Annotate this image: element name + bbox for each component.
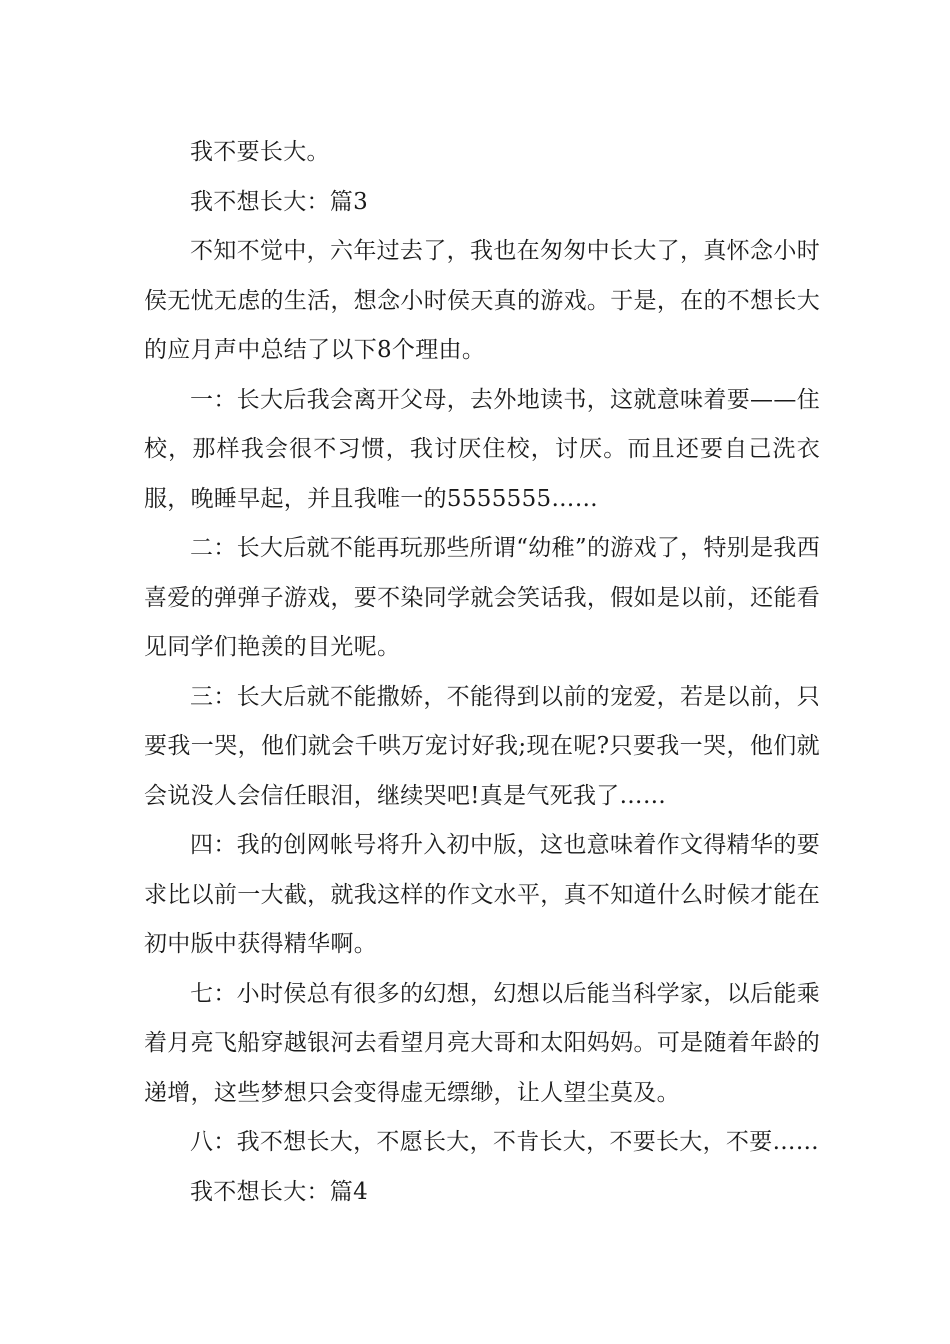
paragraph: 七：小时侯总有很多的幻想，幻想以后能当科学家，以后能乘着月亮飞船穿越银河去看望月亮大哥和太阳妈妈。可是随着年龄的递增，这些梦想只会变得虚无缥缈，让人望尘莫及。	[144, 980, 820, 1106]
document-body	[144, 128, 820, 1217]
paragraph: 八：我不想长大，不愿长大，不肯长大，不要长大，不要……	[190, 1129, 820, 1155]
paragraph: 三：长大后就不能撒娇，不能得到以前的宠爱，若是以前，只要我一哭，他们就会千哄万宠讨好我;现在呢?只要我一哭，他们就会说没人会信任眼泪，继续哭吧!真是气死我了……	[144, 683, 820, 809]
paragraph: 二：长大后就不能再玩那些所谓“幼稚”的游戏了，特别是我西喜爱的弹弹子游戏，要不染同学就会笑话我，假如是以前，还能看见同学们艳羡的目光呢。	[144, 535, 820, 660]
paragraph: 一：长大后我会离开父母，去外地读书，这就意味着要——住校，那样我会很不习惯，我讨厌住校，讨厌。而且还要自己洗衣服，晚睡早起，并且我唯一的5555555……	[144, 386, 820, 512]
paragraph: 我不要长大。	[190, 139, 330, 165]
section-heading: 我不想长大：篇4	[190, 1178, 369, 1205]
paragraph: 不知不觉中，六年过去了，我也在匆匆中长大了，真怀念小时侯无忧无虑的生活，想念小时侯天真的游戏。于是，在的不想长大的应月声中总结了以下8个理由。	[144, 238, 820, 363]
section-heading: 我不想长大：篇3	[190, 188, 369, 215]
paragraph: 四：我的创网帐号将升入初中版，这也意味着作文得精华的要求比以前一大截，就我这样的作文水平，真不知道什么时候才能在初中版中获得精华啊。	[144, 832, 820, 957]
